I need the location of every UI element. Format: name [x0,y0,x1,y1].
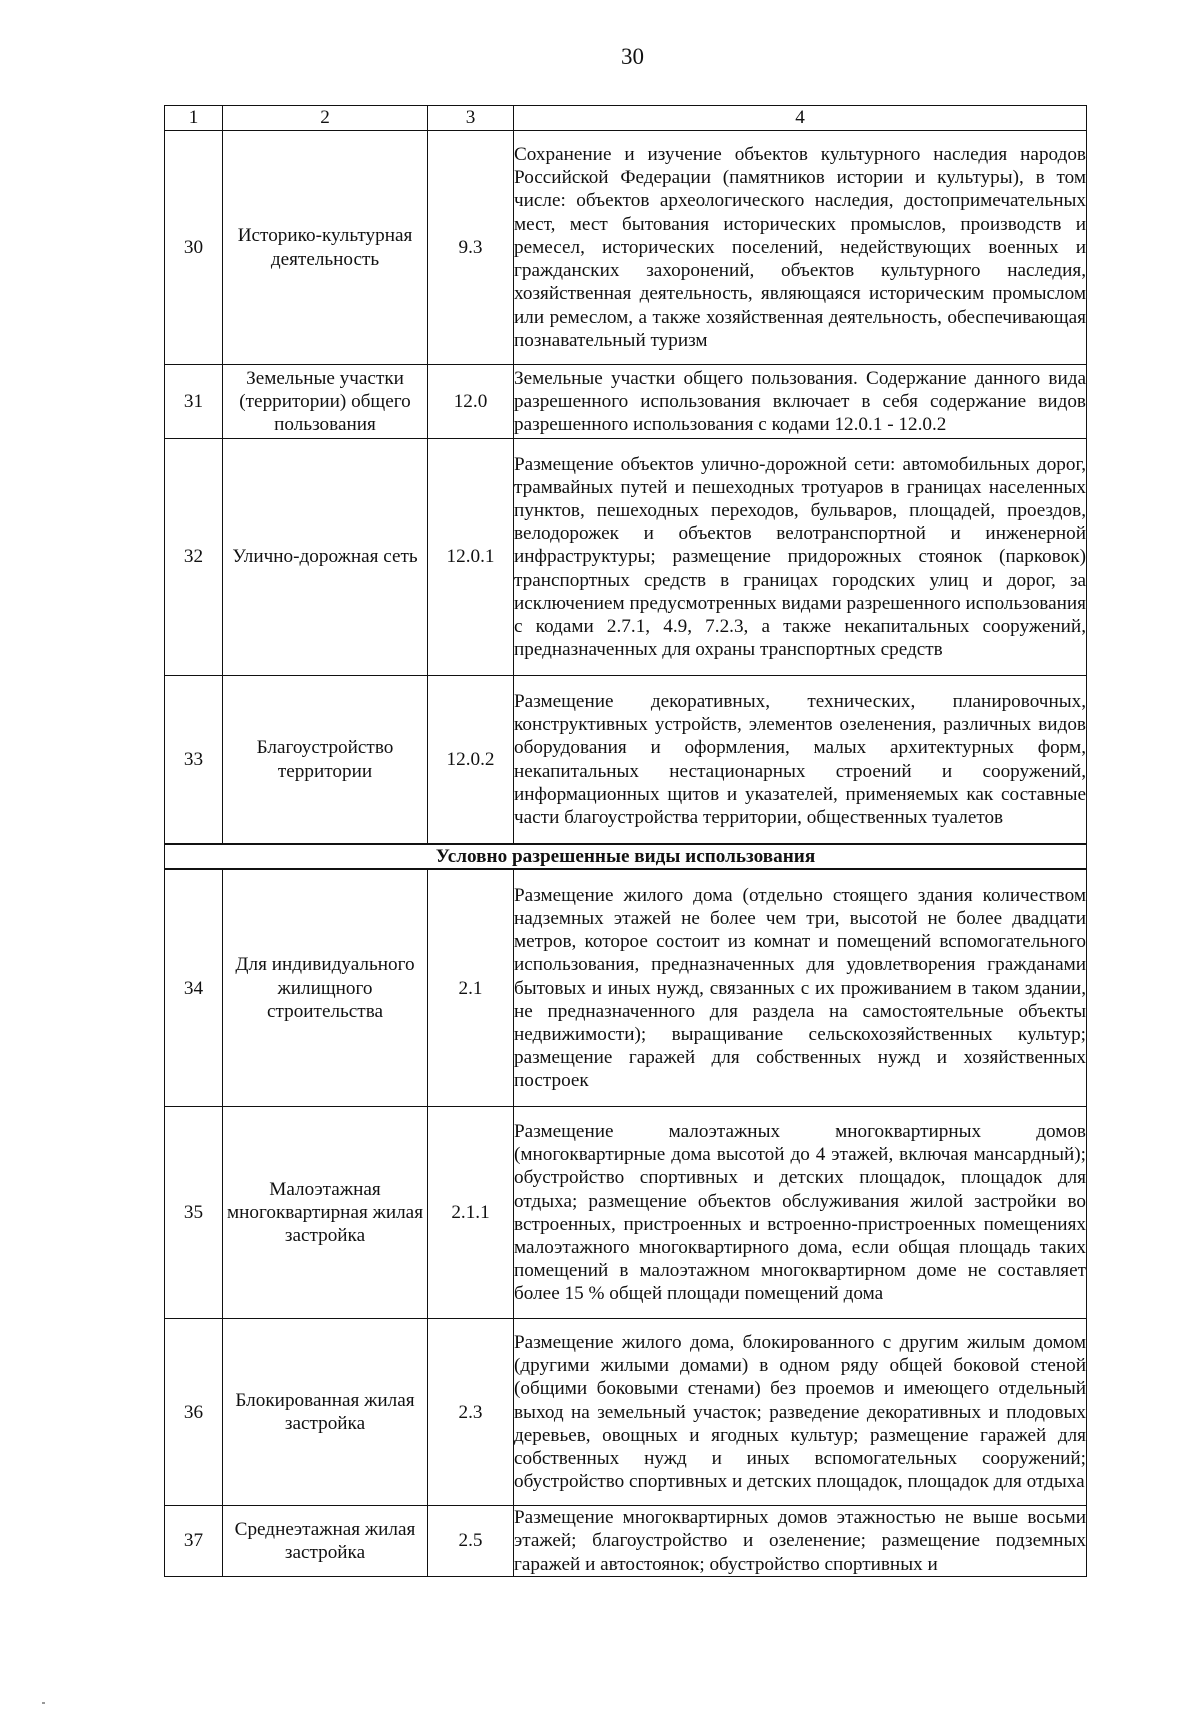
table-row [165,131,1087,365]
row-number: 35 [165,1107,223,1319]
use-type-name: Историко-культурная деятельность [223,131,428,365]
use-type-description: Размещение малоэтажных многоквартирных домов (многоквартирные дома высотой до 4 этажей, включая мансардный); обустройство спортивных и детских площадок, площадок для отдыха; размещение объектов обслуживания жилой застройки во встроенных, пристроенных и встроенно-пристроенных помещениях малоэтажного многоквартирного дома, если общая площадь таких помещений в малоэтажном многоквартирном доме не составляет более 15 % общей площади помещений дома [514,1107,1087,1319]
use-type-code: 12.0 [428,365,514,439]
row-number: 34 [165,869,223,1107]
table-row [165,869,1087,1107]
use-type-description: Размещение объектов улично-дорожной сети: автомобильных дорог, трамвайных путей и пешеходных тротуаров в границах населенных пунктов, пешеходных переходов, бульваров, площадей, проездов, велодорожек и объектов велотранспортной и инженерной инфраструктуры; размещение придорожных стоянок (парковок) транспортных средств в границах городских улиц и дорог, за исключением предусмотренных видами разрешенного использования с кодами 2.7.1, 4.9, 7.2.3, а также некапитальных сооружений, предназначенных для охраны транспортных средств [514,439,1087,676]
use-type-code: 12.0.2 [428,676,514,845]
use-type-code: 2.1.1 [428,1107,514,1319]
use-type-code: 2.1 [428,869,514,1107]
use-type-name: Земельные участки (территории) общего пользования [223,365,428,439]
land-use-table [164,105,1087,1577]
use-type-name: Улично-дорожная сеть [223,439,428,676]
header-col-3: 3 [428,106,514,131]
header-col-4: 4 [514,106,1087,131]
table-row [165,1107,1087,1319]
header-col-1: 1 [165,106,223,131]
row-number: 31 [165,365,223,439]
section-title: Условно разрешенные виды использования [165,844,1087,869]
use-type-code: 2.3 [428,1319,514,1506]
use-type-description: Земельные участки общего пользования. Содержание данного вида разрешенного использования включает в себя содержание видов разрешенного использования с кодами 12.0.1 - 12.0.2 [514,365,1087,439]
use-type-name: Для индивидуального жилищного строительства [223,869,428,1107]
table-row [165,365,1087,439]
use-type-description: Размещение декоративных, технических, планировочных, конструктивных устройств, элементов озеленения, различных видов оборудования и оформления, малых архитектурных форм, некапитальных нестационарных строений и сооружений, информационных щитов и указателей, применяемых как составные части благоустройства территории, общественных туалетов [514,676,1087,845]
section-header-row [165,844,1087,869]
use-type-code: 9.3 [428,131,514,365]
row-number: 32 [165,439,223,676]
use-type-code: 12.0.1 [428,439,514,676]
use-type-name: Малоэтажная многоквартирная жилая застройка [223,1107,428,1319]
table-header-row [165,106,1087,131]
use-type-description: Размещение жилого дома, блокированного с другим жилым домом (другими жилыми домами) в одном ряду общей боковой стеной (общими боковыми стенами) без проемов и имеющего отдельный выход на земельный участок; разведение декоративных и плодовых деревьев, овощных и ягодных культур; размещение гаражей для собственных нужд и иных вспомогательных сооружений; обустройство спортивных и детских площадок, площадок для отдыха [514,1319,1087,1506]
use-type-code: 2.5 [428,1506,514,1577]
use-type-description: Размещение многоквартирных домов этажностью не выше восьми этажей; благоустройство и озеленение; размещение подземных гаражей и автостоянок; обустройство спортивных и [514,1507,1086,1575]
table-row [165,1506,1087,1577]
row-number: 30 [165,131,223,365]
use-type-description: Сохранение и изучение объектов культурного наследия народов Российской Федерации (памятников истории и культуры), в том числе: объектов археологического наследия, достопримечательных мест, мест бытования исторических промыслов, производств и ремесел, исторических поселений, недействующих военных и гражданских захоронений, объектов культурного наследия, хозяйственная деятельность, являющаяся историческим промыслом или ремеслом, а также хозяйственная деятельность, обеспечивающая познавательный туризм [514,131,1087,365]
row-number: 33 [165,676,223,845]
table-row [165,439,1087,676]
use-type-name: Благоустройство территории [223,676,428,845]
use-type-description: Размещение жилого дома (отдельно стоящего здания количеством надземных этажей не более чем три, высотой не более двадцати метров, которое состоит из комнат и помещений вспомогательного использования, предназначенных для удовлетворения гражданами бытовых и иных нужд, связанных с их проживанием в таком здании, не предназначенного для раздела на самостоятельные объекты недвижимости); выращивание сельскохозяйственных культур; размещение гаражей для собственных нужд и хозяйственных построек [514,869,1087,1107]
row-number: 37 [165,1506,223,1577]
table-row [165,1319,1087,1506]
table-row [165,676,1087,845]
use-type-name: Среднеэтажная жилая застройка [223,1506,428,1577]
scan-artifact [42,1702,45,1704]
page-number: 30 [621,44,644,69]
header-col-2: 2 [223,106,428,131]
use-type-name: Блокированная жилая застройка [223,1319,428,1506]
row-number: 36 [165,1319,223,1506]
